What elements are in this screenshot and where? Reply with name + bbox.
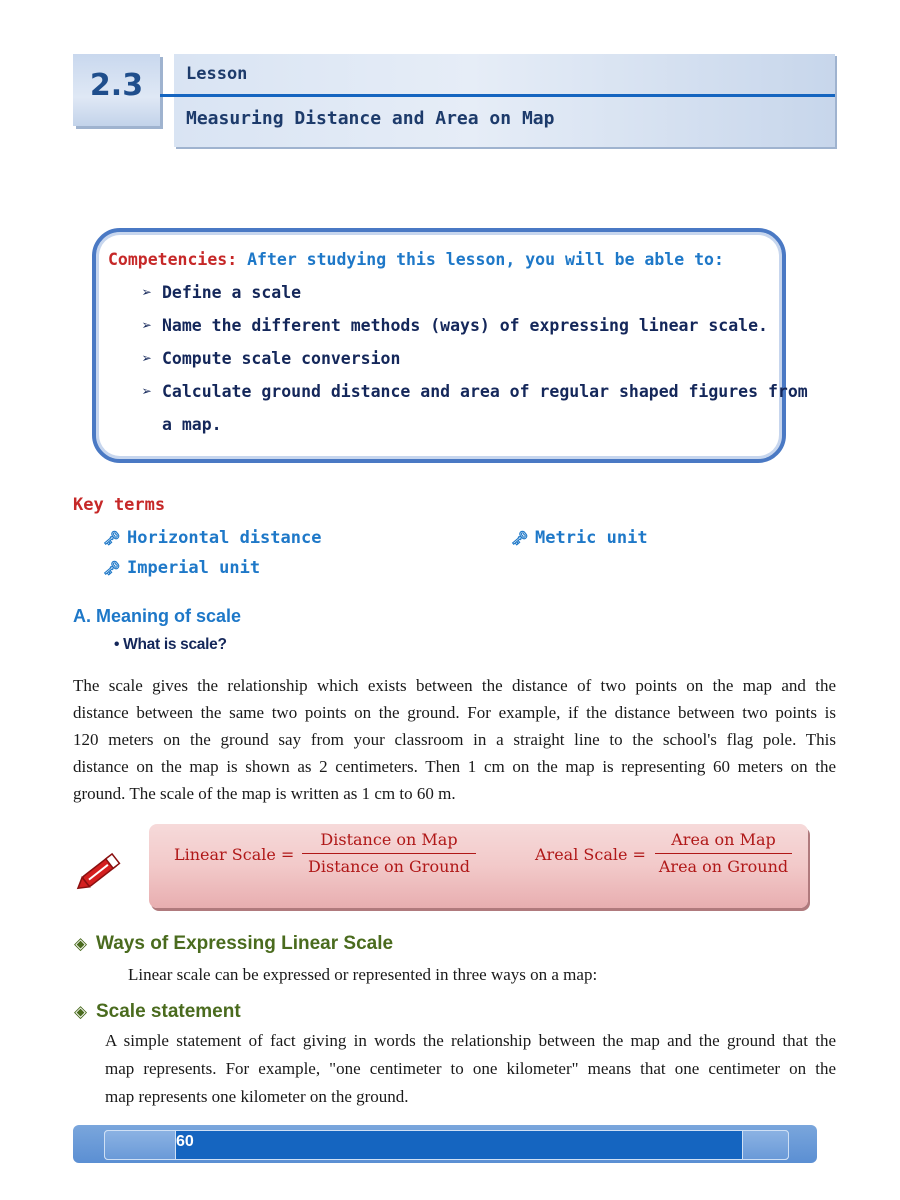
arrow-bullet-icon: ➢ (142, 382, 152, 401)
competencies-intro: After studying this lesson, you will be able to: (247, 250, 724, 269)
scale-statement-heading: ◈ Scale statement (74, 1001, 241, 1022)
diamond-bullet-icon: ◈ (74, 1002, 88, 1022)
section-a-heading: A. Meaning of scale (73, 606, 242, 626)
lesson-header-box (174, 54, 835, 147)
arrow-bullet-icon: ➢ (142, 316, 152, 335)
key-term: 🗝 Horizontal distance (103, 528, 322, 548)
lesson-header-divider (160, 94, 835, 97)
key-term: 🗝 Imperial unit (103, 558, 261, 578)
arrow-bullet-icon: ➢ (142, 283, 152, 302)
linear-fraction-bar (302, 853, 476, 854)
key-icon: 🗝 (511, 531, 529, 547)
lesson-number-badge (73, 54, 160, 126)
ways-text: Linear scale can be expressed or represented in three ways on a map: (128, 965, 598, 984)
competency-item: ➢ Name the different methods (ways) of expressing linear scale. (142, 316, 768, 335)
linear-scale-label: Linear Scale = (174, 845, 295, 864)
areal-scale-denominator: Area on Ground (658, 857, 789, 876)
competencies-heading (108, 250, 724, 269)
footer-right-cap (742, 1130, 789, 1160)
scale-meaning-paragraph: The scale gives the relationship which exists between the distance of two points on the map and the distance between the same two points on the ground. For example, if the distance between two points is 120 meters on the ground say from your classroom in a straight line to the school's flag pole. This distance on the map is shown as 2 centimeters. Then 1 cm on the map is representing 60 meters on the ground. The scale of the map is written as 1 cm to 60 m. (73, 676, 836, 803)
arrow-bullet-icon: ➢ (142, 349, 152, 368)
areal-scale-numerator: Area on Map (671, 830, 776, 849)
key-icon: 🗝 (103, 531, 121, 547)
footer-left-cap (104, 1130, 176, 1160)
footer-inner-bar (104, 1130, 789, 1160)
key-icon: 🗝 (103, 561, 121, 577)
key-term: 🗝 Metric unit (511, 528, 648, 548)
competency-item: ➢ Calculate ground distance and area of regular shaped figures from (142, 382, 808, 401)
competency-item-continuation: a map. (162, 415, 222, 434)
competency-item: ➢ Compute scale conversion (142, 349, 401, 368)
pencil-icon (72, 848, 128, 894)
what-is-scale-bullet: • What is scale? (114, 636, 227, 653)
areal-fraction-bar (655, 853, 792, 854)
areal-scale-label: Areal Scale = (535, 845, 646, 864)
page-number: 60 (176, 1133, 194, 1150)
diamond-bullet-icon: ◈ (74, 934, 88, 954)
lesson-number: 2.3 (89, 68, 144, 103)
linear-scale-denominator: Distance on Ground (308, 857, 470, 876)
competency-item: ➢ Define a scale (142, 283, 302, 302)
key-terms-title: Key terms (73, 495, 166, 515)
scale-statement-paragraph: A simple statement of fact giving in words the relationship between the map and the ground that the map represents. For example, "one centimeter to one kilometer" means that one centimeter on the map represents one kilometer on the ground. (105, 1031, 836, 1106)
competencies-label: Competencies: (108, 250, 238, 269)
ways-heading: ◈ Ways of Expressing Linear Scale (74, 933, 394, 954)
lesson-title: Measuring Distance and Area on Map (186, 108, 555, 129)
lesson-label: Lesson (186, 64, 248, 84)
linear-scale-numerator: Distance on Map (320, 830, 458, 849)
